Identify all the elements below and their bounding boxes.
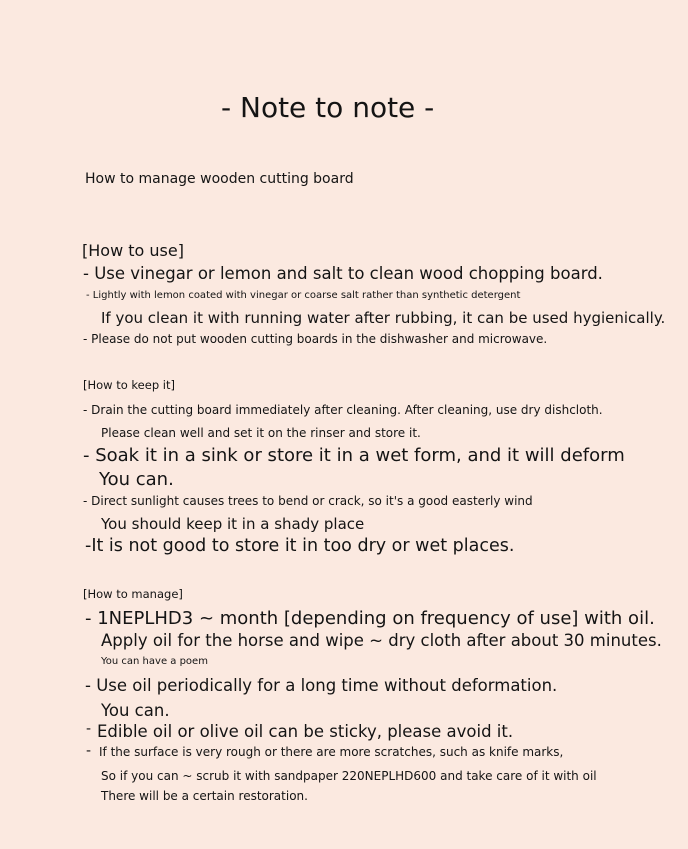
section-heading-use: [How to use] [82, 241, 184, 260]
manage-line-3: You can have a poem [101, 656, 208, 667]
keep-line-4: You can. [99, 469, 174, 490]
page-title: - Note to note - [221, 91, 435, 124]
use-line-1: - Use vinegar or lemon and salt to clean wood chopping board. [83, 264, 603, 283]
section-heading-keep: [How to keep it] [83, 378, 175, 392]
use-line-4: - Please do not put wooden cutting boards in the dishwasher and microwave. [83, 332, 548, 346]
manage-line-5: You can. [101, 701, 170, 720]
manage-line-1: - 1NEPLHD3 ~ month [depending on frequency of use] with oil. [85, 608, 655, 629]
manage-dash-7: - [86, 743, 92, 759]
use-line-3: If you clean it with running water after rubbing, it can be used hygienically. [101, 309, 666, 327]
keep-line-1: - Drain the cutting board immediately after cleaning. After cleaning, use dry dishcloth. [83, 403, 603, 417]
keep-line-3: - Soak it in a sink or store it in a wet form, and it will deform [83, 445, 625, 466]
use-line-2: - Lightly with lemon coated with vinegar or coarse salt rather than synthetic detergent [86, 290, 521, 301]
keep-line-5: - Direct sunlight causes trees to bend or crack, so it's a good easterly wind [83, 494, 533, 508]
manage-line-9: There will be a certain restoration. [101, 789, 308, 803]
manage-line-2: Apply oil for the horse and wipe ~ dry cloth after about 30 minutes. [101, 631, 662, 650]
manage-dash-6: - [86, 721, 92, 737]
manage-line-8: So if you can ~ scrub it with sandpaper 220NEPLHD600 and take care of it with oil [101, 769, 597, 783]
manage-line-4: - Use oil periodically for a long time without deformation. [85, 676, 558, 695]
keep-line-7: -It is not good to store it in too dry or wet places. [85, 536, 515, 556]
keep-line-6: You should keep it in a shady place [101, 515, 365, 533]
page-subtitle: How to manage wooden cutting board [85, 171, 354, 187]
manage-line-7: If the surface is very rough or there are more scratches, such as knife marks, [99, 745, 564, 759]
section-heading-manage: [How to manage] [83, 587, 183, 601]
manage-line-6: Edible oil or olive oil can be sticky, please avoid it. [97, 722, 514, 741]
keep-line-2: Please clean well and set it on the rinser and store it. [101, 426, 421, 440]
